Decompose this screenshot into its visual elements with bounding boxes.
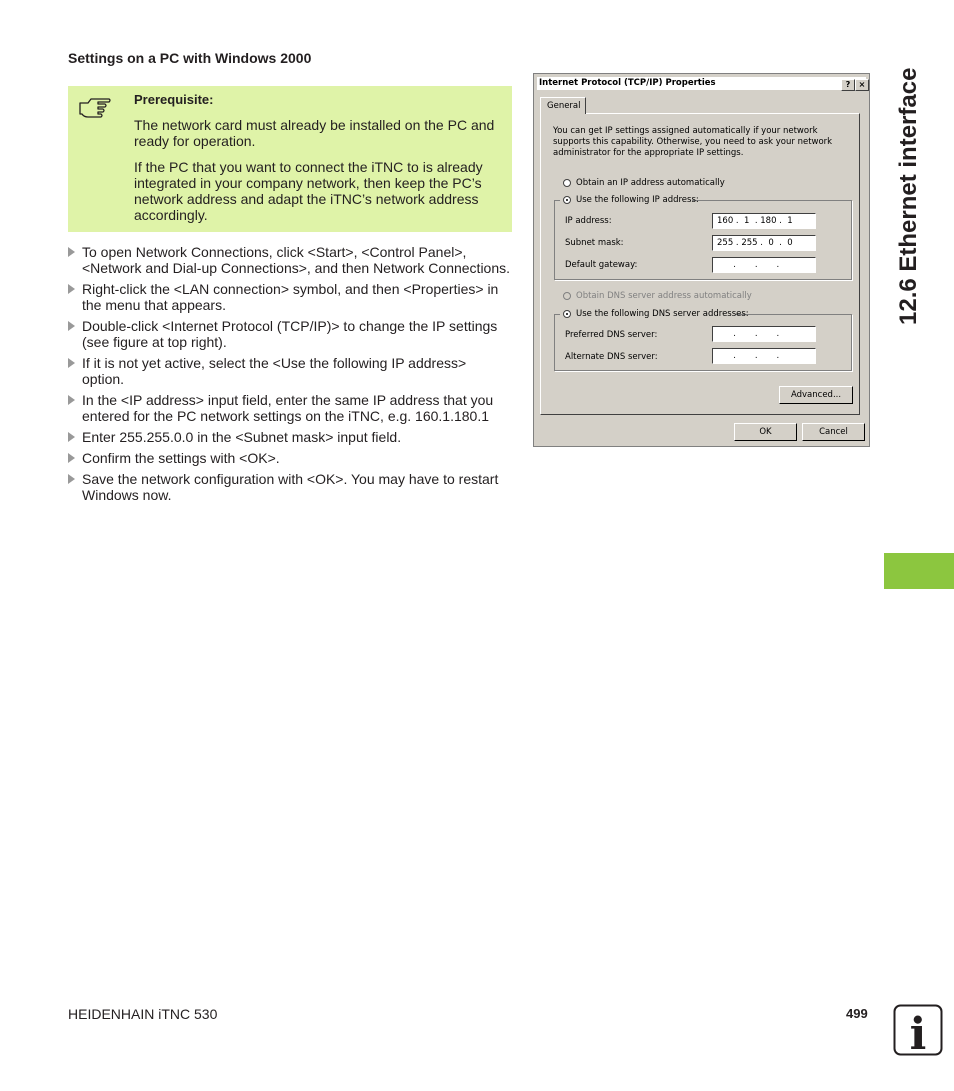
note-paragraph-2: If the PC that you want to connect the iTNC to is already integrated in your company network, then keep the PC’s network address and adapt the iTNC’s network address accordingly. [134, 159, 483, 223]
obtain-ip-label: Obtain an IP address automatically [576, 178, 725, 188]
ip-address-label: IP address: [565, 216, 612, 226]
instruction-steps [68, 244, 512, 508]
pointing-hand-icon [78, 94, 112, 120]
tcpip-properties-dialog [533, 73, 870, 447]
tab-general[interactable]: General [540, 97, 586, 114]
bullet-triangle-icon [68, 284, 75, 294]
info-icon [893, 1004, 943, 1056]
step-item: In the <IP address> input field, enter the same IP address that you entered for the PC network settings on the iTNC, e.g. 160.1.180.1 [68, 392, 512, 424]
use-ip-label: Use the following IP address: [576, 195, 699, 205]
footer-product: HEIDENHAIN iTNC 530 [68, 1006, 218, 1022]
subnet-mask-label: Subnet mask: [565, 238, 624, 248]
note-title: Prerequisite: [134, 92, 214, 107]
alternate-dns-label: Alternate DNS server: [565, 352, 658, 362]
step-item: Double-click <Internet Protocol (TCP/IP)> to change the IP settings (see figure at top right). [68, 318, 512, 350]
bullet-triangle-icon [68, 432, 75, 442]
preferred-dns-field[interactable]: . . . [712, 326, 816, 342]
bullet-triangle-icon [68, 453, 75, 463]
close-button[interactable]: × [855, 79, 869, 91]
step-item: Save the network configuration with <OK>. You may have to restart Windows now. [68, 471, 512, 503]
intro-text: You can get IP settings assigned automatically if your network supports this capability. Otherwise, you need to ask your network administrator for the appropriate IP settings. [553, 126, 833, 158]
obtain-dns-label: Obtain DNS server address automatically [576, 291, 752, 301]
bullet-triangle-icon [68, 247, 75, 257]
subnet-mask-field[interactable]: 255 . 255 . 0 . 0 [712, 235, 816, 251]
bullet-triangle-icon [68, 321, 75, 331]
step-item: Confirm the settings with <OK>. [68, 450, 512, 466]
step-item: Enter 255.255.0.0 in the <Subnet mask> input field. [68, 429, 512, 445]
use-dns-label: Use the following DNS server addresses: [576, 309, 749, 319]
obtain-ip-radio[interactable] [563, 179, 571, 187]
step-item: Right-click the <LAN connection> symbol, and then <Properties> in the menu that appears. [68, 281, 512, 313]
svg-text:i: i [909, 1009, 927, 1056]
default-gateway-field[interactable]: . . . [712, 257, 816, 273]
help-button[interactable]: ? [841, 79, 855, 91]
step-item: If it is not yet active, select the <Use the following IP address> option. [68, 355, 512, 387]
chapter-tab-marker [884, 553, 954, 589]
ok-button[interactable]: OK [734, 423, 797, 441]
default-gateway-label: Default gateway: [565, 260, 638, 270]
preferred-dns-label: Preferred DNS server: [565, 330, 658, 340]
svg-text:12.6 Ethernet interface: 12.6 Ethernet interface [895, 67, 922, 325]
use-dns-radio[interactable] [563, 310, 571, 318]
alternate-dns-field[interactable]: . . . [712, 348, 816, 364]
step-item: To open Network Connections, click <Start>, <Control Panel>, <Network and Dial-up Connections>, and then Network Connections. [68, 244, 512, 276]
cancel-button[interactable]: Cancel [802, 423, 865, 441]
bullet-triangle-icon [68, 358, 75, 368]
section-heading: Settings on a PC with Windows 2000 [68, 50, 312, 66]
note-paragraph-1: The network card must already be installed on the PC and ready for operation. [134, 117, 495, 149]
ip-address-field[interactable]: 160 . 1 . 180 . 1 [712, 213, 816, 229]
use-ip-radio[interactable] [563, 196, 571, 204]
dialog-title-bar [537, 77, 866, 90]
prerequisite-note [68, 86, 512, 232]
dialog-title: Internet Protocol (TCP/IP) Properties [539, 78, 716, 88]
bullet-triangle-icon [68, 395, 75, 405]
obtain-dns-radio[interactable] [563, 292, 571, 300]
page-number: 499 [846, 1006, 868, 1021]
chapter-side-title [885, 40, 925, 330]
advanced-button[interactable]: Advanced... [779, 386, 853, 404]
bullet-triangle-icon [68, 474, 75, 484]
